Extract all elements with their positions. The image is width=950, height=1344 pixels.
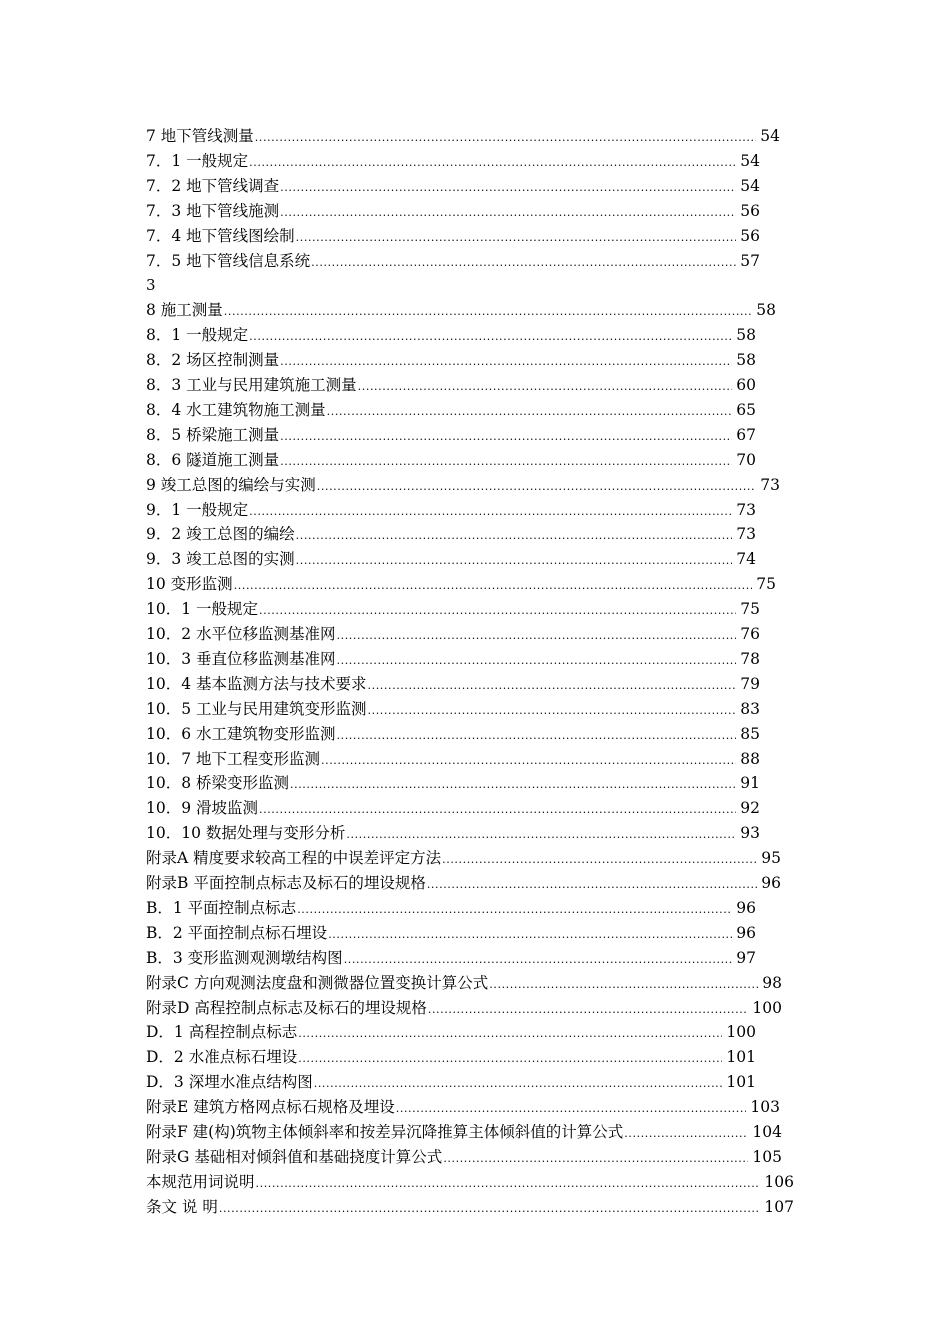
toc-entry[interactable]	[146, 697, 760, 721]
toc-entry[interactable]	[146, 398, 756, 422]
dot-leader	[296, 524, 733, 548]
toc-entry[interactable]	[146, 149, 760, 173]
toc-entry-page-number: 67	[736, 425, 756, 444]
toc-entry-page-number: 65	[736, 400, 756, 419]
dot-leader	[311, 251, 736, 275]
toc-entry-title: 附录G 基础相对倾斜值和基础挠度计算公式	[146, 1147, 443, 1166]
toc-entry[interactable]	[146, 672, 760, 696]
toc-entry-title: 8．2 场区控制测量	[146, 351, 280, 370]
toc-entry-title: D．2 水准点标石埋设	[146, 1048, 298, 1067]
dot-leader	[344, 948, 733, 972]
toc-entry[interactable]	[146, 946, 756, 970]
toc-entry-title: 10 变形监测	[146, 575, 233, 594]
dot-leader	[280, 425, 732, 449]
toc-entry-page-number: 106	[764, 1172, 794, 1191]
toc-entry-page-number: 73	[736, 500, 756, 519]
toc-entry-page-number: 107	[764, 1197, 794, 1216]
toc-entry-page-number: 96	[736, 898, 756, 917]
dot-leader	[321, 749, 736, 773]
toc-entry-title: 附录A 精度要求较高工程的中误差评定方法	[146, 849, 442, 868]
toc-entry[interactable]	[146, 174, 760, 198]
toc-entry-title: 条文 说 明	[146, 1197, 218, 1216]
toc-entry[interactable]	[146, 572, 776, 596]
toc-entry-title: 9 竣工总图的编绘与实测	[146, 475, 316, 494]
toc-entry-page-number: 93	[740, 824, 760, 843]
dot-leader	[442, 848, 757, 872]
toc-entry[interactable]	[146, 996, 782, 1020]
toc-entry-title: 10．4 基本监测方法与技术要求	[146, 674, 367, 693]
toc-entry[interactable]	[146, 298, 776, 322]
dot-leader	[337, 724, 737, 748]
toc-entry-title: 附录F 建(构)筑物主体倾斜率和按差异沉降推算主体倾斜值的计算公式	[146, 1123, 624, 1141]
toc-entry-page-number: 57	[740, 251, 760, 270]
dot-leader	[249, 151, 736, 175]
toc-entry[interactable]	[146, 896, 756, 920]
toc-entry-title: D．3 深埋水准点结构图	[146, 1073, 313, 1092]
dot-leader	[314, 1072, 723, 1096]
toc-entry-page-number: 70	[736, 450, 756, 469]
toc-entry-title: 10．5 工业与民用建筑变形监测	[146, 699, 367, 718]
toc-entry-page-number: 92	[740, 799, 760, 818]
dot-leader	[428, 998, 749, 1022]
toc-entry-page-number: 91	[740, 774, 760, 793]
toc-entry-title: 8．4 水工建筑物施工测量	[146, 400, 326, 419]
toc-entry-page-number: 97	[736, 948, 756, 967]
toc-entry-page-number: 96	[736, 923, 756, 942]
toc-entry[interactable]	[146, 747, 760, 771]
toc-entry-page-number: 75	[756, 575, 776, 594]
toc-entry[interactable]	[146, 1020, 756, 1044]
dot-leader	[296, 549, 733, 573]
toc-entry-page-number: 79	[740, 674, 760, 693]
toc-entry-title: 8．6 隧道施工测量	[146, 450, 280, 469]
toc-entry-page-number: 76	[740, 625, 760, 643]
dot-leader	[280, 350, 732, 374]
toc-entry[interactable]	[146, 971, 782, 995]
toc-entry-page-number: 85	[740, 724, 760, 743]
toc-entry-page-number: 58	[736, 351, 756, 370]
toc-entry-title: 8．5 桥梁施工测量	[146, 425, 280, 444]
toc-entry[interactable]	[146, 473, 780, 497]
toc-entry-title: 7．2 地下管线调查	[146, 176, 280, 195]
toc-entry-title: 9．3 竣工总图的实测	[146, 550, 295, 569]
dot-leader	[327, 400, 733, 424]
toc-entry-page-number: 73	[736, 525, 756, 544]
toc-entry[interactable]	[146, 1095, 780, 1119]
toc-entry-title: 10．7 地下工程变形监测	[146, 749, 321, 768]
toc-entry-page-number: 56	[740, 226, 760, 245]
dot-leader	[346, 823, 736, 847]
toc-entry-page-number: 83	[740, 699, 760, 718]
toc-entry[interactable]	[146, 771, 760, 795]
toc-entry-title: B．1 平面控制点标志	[146, 898, 297, 917]
toc-entry[interactable]	[146, 199, 760, 223]
toc-entry-page-number: 103	[750, 1098, 780, 1117]
dot-leader	[337, 649, 737, 673]
dot-leader	[280, 176, 736, 200]
dot-leader	[317, 475, 756, 499]
toc-entry-page-number: 60	[736, 376, 756, 394]
toc-entry-title: 10．1 一般规定	[146, 600, 259, 619]
dot-leader	[298, 1022, 722, 1046]
toc-entry[interactable]	[146, 796, 760, 820]
dot-leader	[443, 1147, 748, 1171]
toc-entry-page-number: 104	[752, 1123, 782, 1141]
dot-leader	[219, 1197, 761, 1221]
toc-entry[interactable]	[146, 124, 780, 148]
toc-entry-title: 附录C 方向观测法度盘和测微器位置变换计算公式	[146, 973, 489, 992]
toc-entry-page-number: 56	[740, 201, 760, 220]
toc-entry[interactable]	[146, 722, 760, 746]
toc-entry[interactable]	[146, 423, 756, 447]
dot-leader	[224, 300, 752, 324]
toc-entry-title: D．1 高程控制点标志	[146, 1023, 298, 1042]
toc-entry-title: 7．3 地下管线施测	[146, 201, 280, 220]
toc-entry-title: 10．6 水工建筑物变形监测	[146, 724, 336, 743]
dot-leader	[249, 325, 732, 349]
toc-entry[interactable]	[146, 1145, 782, 1169]
dot-leader	[297, 898, 732, 922]
toc-entry[interactable]	[146, 1045, 756, 1069]
toc-entry-title: B．3 变形监测观测墩结构图	[146, 948, 343, 967]
toc-entry[interactable]	[146, 373, 756, 397]
dot-leader	[298, 1047, 722, 1071]
toc-entry[interactable]	[146, 323, 756, 347]
toc-entry-page-number: 73	[760, 475, 780, 494]
dot-leader	[624, 1122, 748, 1146]
toc-entry-page-number: 54	[740, 151, 760, 170]
toc-entry[interactable]	[146, 348, 756, 372]
toc-entry[interactable]	[146, 921, 756, 945]
toc-entry-title: 7．4 地下管线图绘制	[146, 226, 295, 245]
dot-leader	[368, 699, 737, 723]
toc-entry-page-number: 75	[740, 600, 760, 619]
toc-entry-title: 8．3 工业与民用建筑施工测量	[146, 376, 357, 394]
toc-entry-page-number: 74	[736, 550, 756, 569]
toc-entry[interactable]	[146, 846, 781, 870]
toc-entry-title: 8 施工测量	[146, 301, 223, 320]
toc-entry-title: 7．1 一般规定	[146, 151, 249, 170]
dot-leader	[256, 1172, 761, 1196]
toc-entry[interactable]	[146, 622, 760, 646]
toc-entry-page-number: 54	[740, 176, 760, 195]
toc-entry[interactable]	[146, 522, 756, 546]
dot-leader	[259, 599, 736, 623]
dot-leader	[249, 500, 732, 524]
toc-entry[interactable]	[146, 224, 760, 248]
toc-entry-title: 10．3 垂直位移监测基准网	[146, 649, 336, 668]
toc-entry-title: 附录D 高程控制点标志及标石的埋设规格	[146, 998, 427, 1017]
dot-leader	[396, 1097, 747, 1121]
toc-entry[interactable]	[146, 821, 760, 845]
toc-entry-title: B．2 平面控制点标石埋设	[146, 923, 328, 942]
toc-entry-title: 8．1 一般规定	[146, 326, 249, 345]
toc-entry-title: 10．8 桥梁变形监测	[146, 774, 290, 793]
toc-entry[interactable]	[146, 1195, 794, 1219]
dot-leader	[427, 873, 757, 897]
toc-entry[interactable]	[146, 1120, 782, 1144]
dot-leader	[290, 773, 736, 797]
toc-entry-page-number: 101	[726, 1073, 756, 1092]
toc-entry-page-number: 100	[752, 998, 782, 1017]
toc-entry-page-number: 78	[740, 649, 760, 668]
toc-entry[interactable]	[146, 871, 781, 895]
toc-entry[interactable]	[146, 448, 756, 472]
dot-leader	[234, 574, 753, 598]
dot-leader	[489, 973, 758, 997]
page-number-marker: 3	[146, 276, 156, 295]
toc-entry[interactable]	[146, 647, 760, 671]
toc-entry-page-number: 58	[736, 326, 756, 345]
dot-leader	[259, 798, 736, 822]
toc-entry-page-number: 101	[726, 1048, 756, 1067]
toc-entry-title: 7 地下管线测量	[146, 127, 254, 145]
toc-entry-page-number: 54	[760, 127, 780, 145]
toc-entry-title: 本规范用词说明	[146, 1172, 255, 1191]
dot-leader	[337, 624, 737, 648]
toc-entry-page-number: 96	[761, 874, 781, 892]
toc-entry-title: 7．5 地下管线信息系统	[146, 251, 311, 270]
toc-entry-title: 10．2 水平位移监测基准网	[146, 625, 336, 643]
toc-entry-page-number: 105	[752, 1147, 782, 1166]
toc-entry[interactable]	[146, 597, 760, 621]
dot-leader	[358, 375, 733, 399]
dot-leader	[368, 674, 737, 698]
toc-entry-title: 9．2 竣工总图的编绘	[146, 525, 295, 544]
dot-leader	[280, 450, 732, 474]
toc-entry[interactable]	[146, 249, 760, 273]
toc-entry[interactable]	[146, 498, 756, 522]
toc-entry-title: 附录E 建筑方格网点标石规格及埋设	[146, 1098, 395, 1117]
toc-entry-title: 附录B 平面控制点标志及标石的埋设规格	[146, 874, 426, 892]
dot-leader	[255, 126, 756, 150]
toc-entry[interactable]	[146, 1070, 756, 1094]
toc-entry-title: 9．1 一般规定	[146, 500, 249, 519]
toc-entry-page-number: 58	[756, 301, 776, 320]
dot-leader	[280, 201, 736, 225]
toc-entry[interactable]	[146, 547, 756, 571]
toc-entry-page-number: 98	[762, 973, 782, 992]
toc-entry-page-number: 95	[761, 849, 781, 868]
dot-leader	[328, 923, 732, 947]
toc-entry-title: 10．9 滑坡监测	[146, 799, 259, 818]
toc-entry-title: 10．10 数据处理与变形分析	[146, 824, 346, 843]
toc-entry-page-number: 88	[740, 749, 760, 768]
toc-entry[interactable]	[146, 1170, 794, 1194]
toc-entry-page-number: 100	[726, 1023, 756, 1042]
dot-leader	[296, 226, 737, 250]
